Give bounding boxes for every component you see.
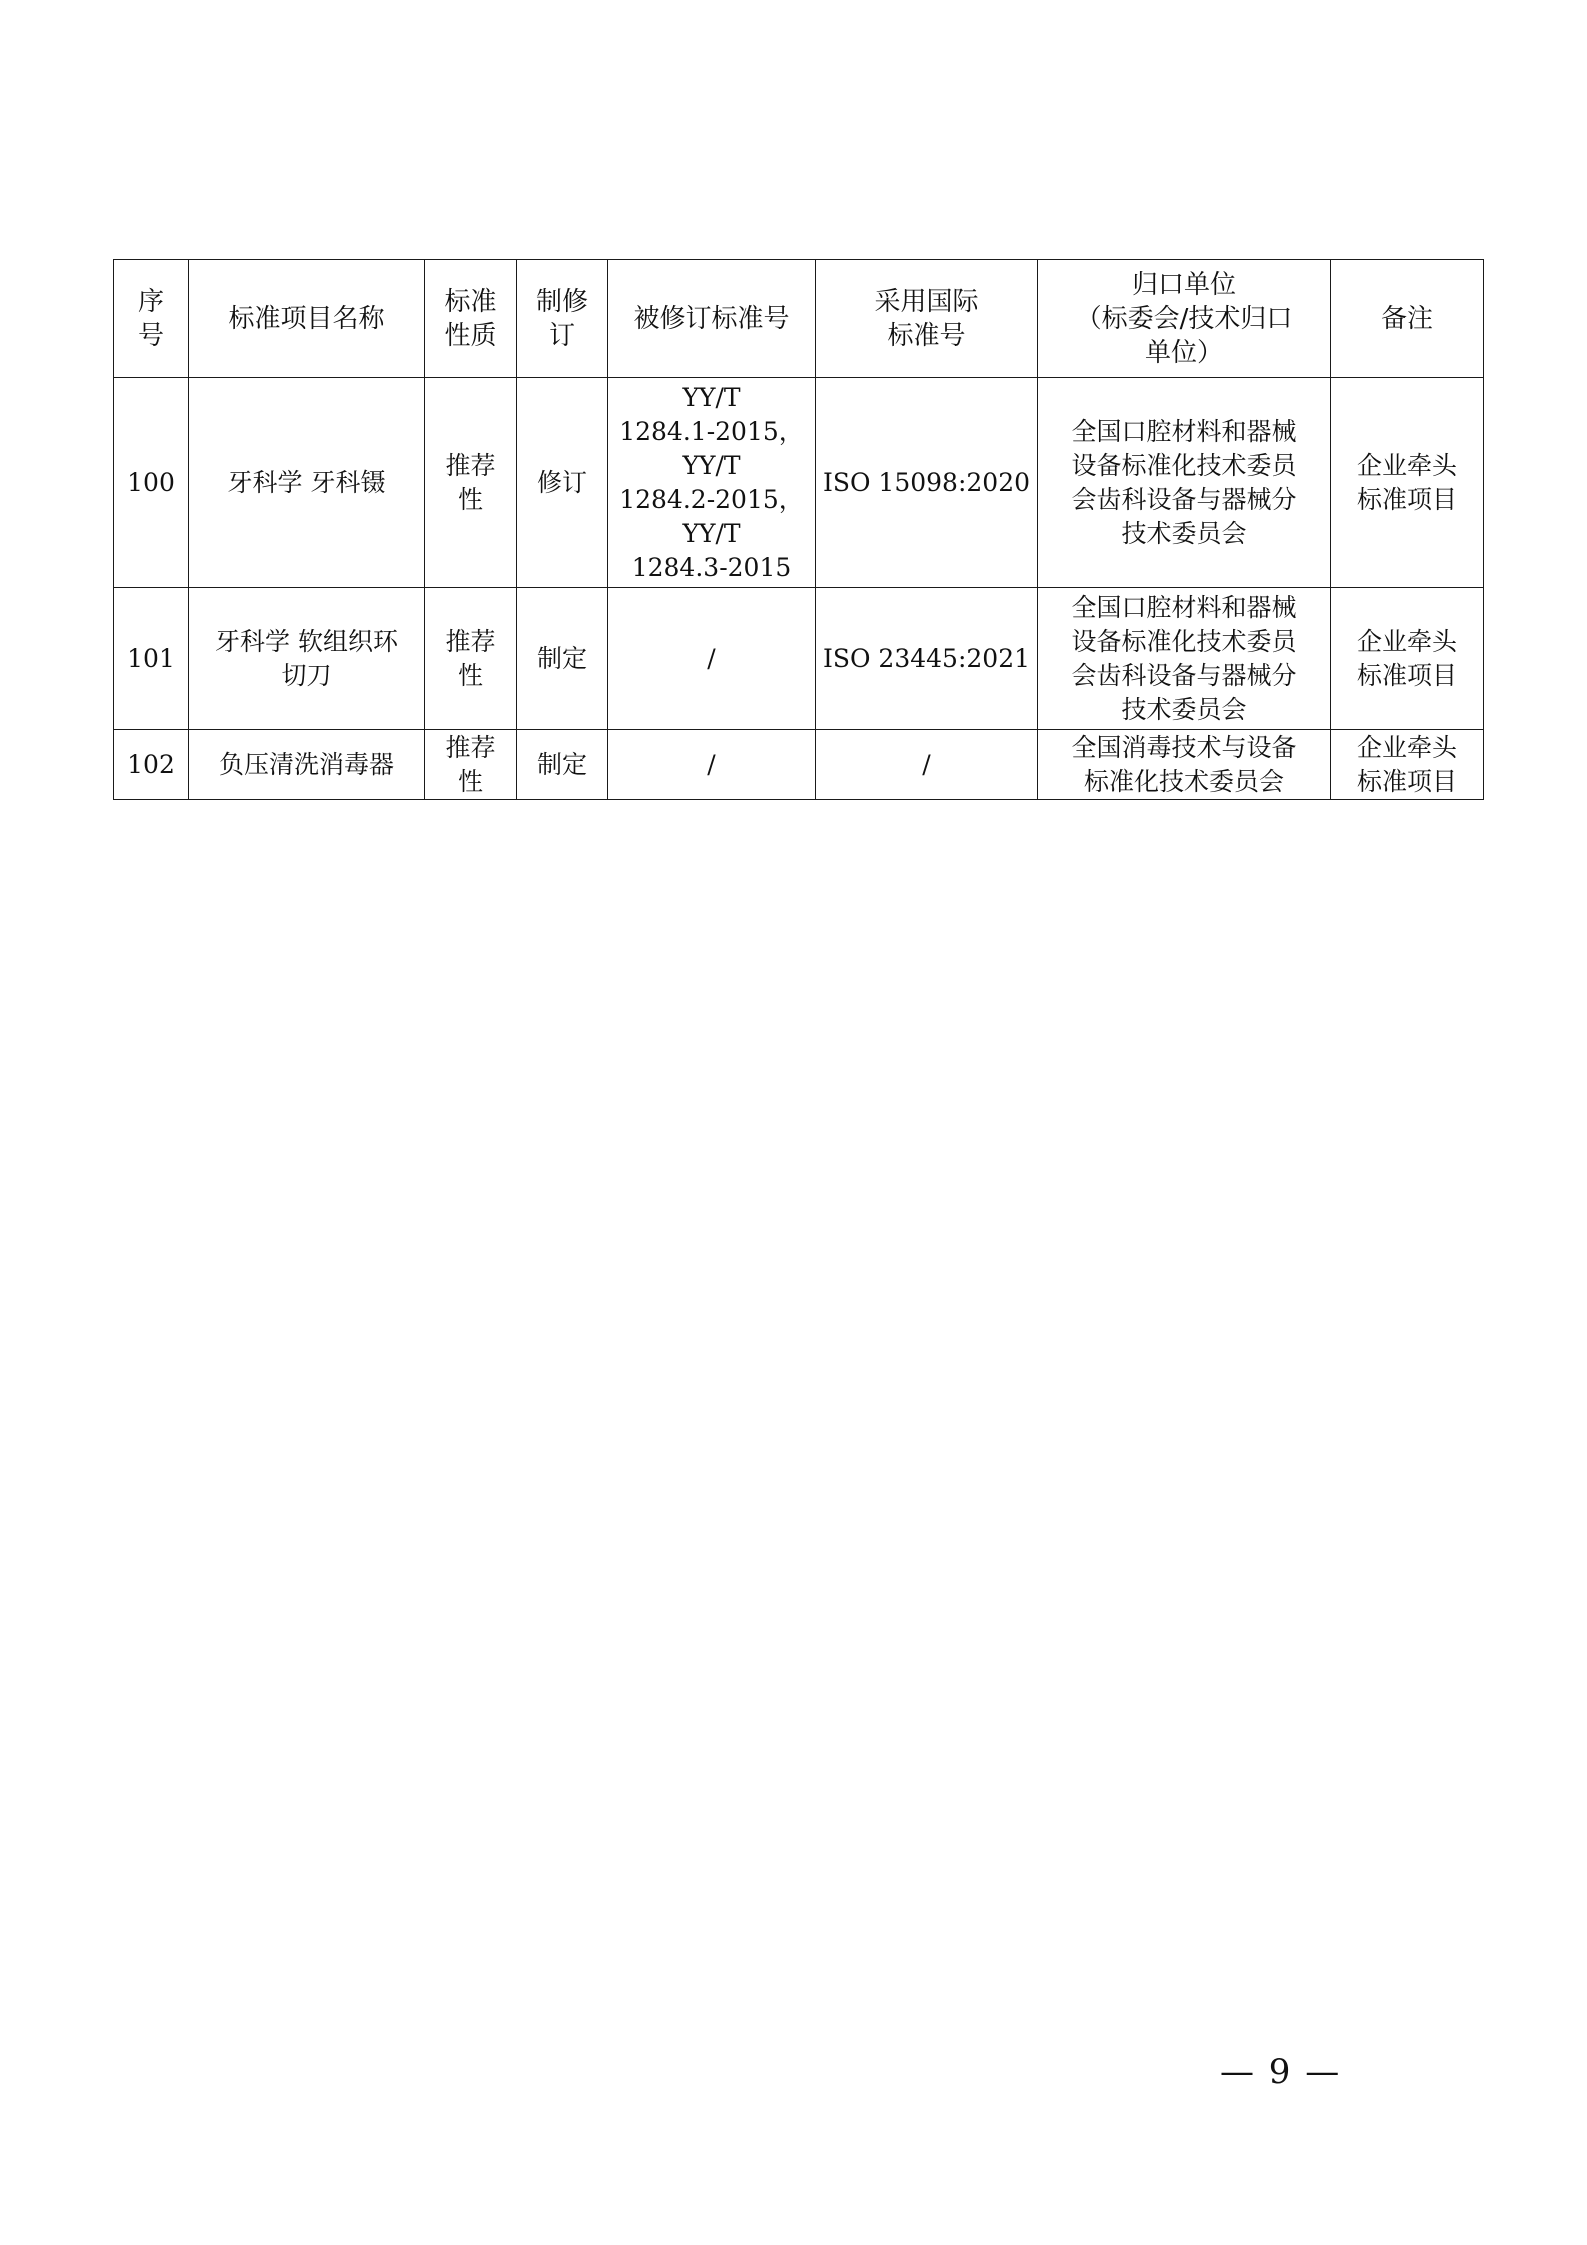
cell-project-name: 牙科学 牙科镊	[189, 378, 425, 588]
header-formulate-revise: 制修 订	[517, 260, 608, 378]
header-serial-number: 序 号	[114, 260, 189, 378]
table-header-row	[114, 260, 1484, 378]
cell-responsible-unit: 全国口腔材料和器械 设备标准化技术委员 会齿科设备与器械分 技术委员会	[1038, 588, 1331, 730]
page-number: — 9 —	[1220, 2052, 1342, 2092]
header-remarks: 备注	[1331, 260, 1484, 378]
cell-revised-standard: /	[608, 730, 816, 800]
cell-project-name: 负压清洗消毒器	[189, 730, 425, 800]
cell-standard-nature: 推荐 性	[425, 378, 517, 588]
standards-table	[113, 259, 1484, 800]
header-standard-nature: 标准 性质	[425, 260, 517, 378]
cell-remarks: 企业牵头 标准项目	[1331, 378, 1484, 588]
header-international-standard: 采用国际 标准号	[816, 260, 1038, 378]
cell-international-standard: ISO 23445:2021	[816, 588, 1038, 730]
header-revised-standard: 被修订标准号	[608, 260, 816, 378]
table-row	[114, 378, 1484, 588]
cell-international-standard: ISO 15098:2020	[816, 378, 1038, 588]
cell-international-standard: /	[816, 730, 1038, 800]
cell-project-name: 牙科学 软组织环 切刀	[189, 588, 425, 730]
cell-serial-number: 100	[114, 378, 189, 588]
header-project-name: 标准项目名称	[189, 260, 425, 378]
cell-responsible-unit: 全国口腔材料和器械 设备标准化技术委员 会齿科设备与器械分 技术委员会	[1038, 378, 1331, 588]
cell-standard-nature: 推荐 性	[425, 730, 517, 800]
cell-formulate-revise: 制定	[517, 730, 608, 800]
table-row	[114, 588, 1484, 730]
cell-revised-standard: /	[608, 588, 816, 730]
cell-formulate-revise: 修订	[517, 378, 608, 588]
cell-remarks: 企业牵头 标准项目	[1331, 588, 1484, 730]
header-responsible-unit: 归口单位 （标委会/技术归口 单位）	[1038, 260, 1331, 378]
cell-serial-number: 102	[114, 730, 189, 800]
cell-responsible-unit: 全国消毒技术与设备 标准化技术委员会	[1038, 730, 1331, 800]
cell-revised-standard: YY/T 1284.1-2015， YY/T 1284.2-2015， YY/T 1284.3-2015	[608, 378, 816, 588]
cell-standard-nature: 推荐 性	[425, 588, 517, 730]
table-row	[114, 730, 1484, 800]
cell-remarks: 企业牵头 标准项目	[1331, 730, 1484, 800]
cell-formulate-revise: 制定	[517, 588, 608, 730]
cell-serial-number: 101	[114, 588, 189, 730]
